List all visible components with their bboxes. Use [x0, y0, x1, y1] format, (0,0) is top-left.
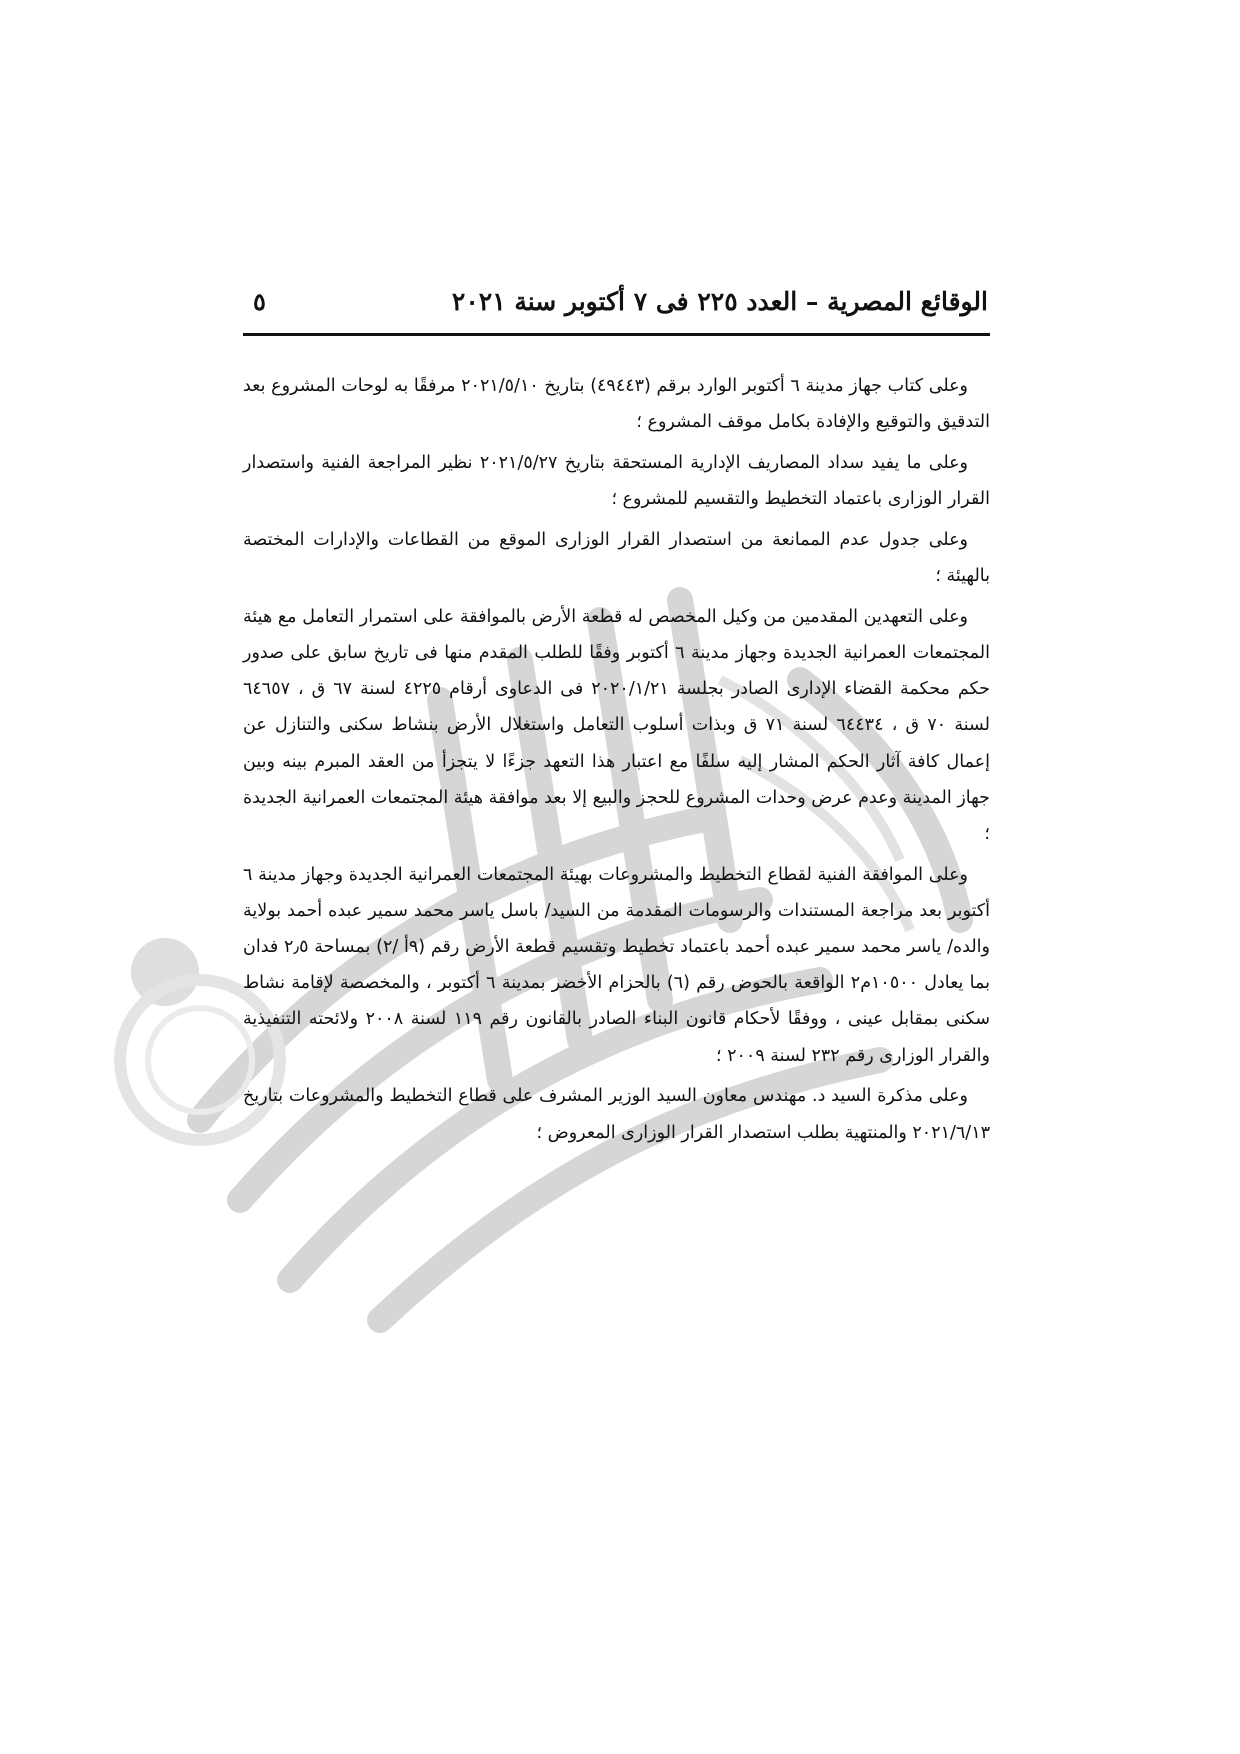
paragraph: وعلى التعهدين المقدمين من وكيل المخصص له قطعة الأرض بالموافقة على استمرار التعامل مع هيئة المجتمعات العمرانية الجديدة وجهاز مدينة ٦ أكتوبر وفقًا للطلب المقدم منها فى تاريخ سابق على صدور حكم محكمة القضاء الإدارى الصادر بجلسة ٢٠٢٠/١/٢١ فى الدعاوى أرقام ٤٢٢٥ لسنة ٦٧ ق ، ٦٤٦٥٧ لسنة ٧٠ ق ، ٦٤٤٣٤ لسنة ٧١ ق وبذات أسلوب التعامل واستغلال الأرض بنشاط سكنى والتنازل عن إعمال كافة آثار الحكم المشار إليه سلفًا مع اعتبار هذا التعهد جزءًا لا يتجزأ من العقد المبرم بينه وبين جهاز المدينة وعدم عرض وحدات المشروع للحجز والبيع إلا بعد موافقة هيئة المجتمعات العمرانية الجديدة ؛: [243, 606, 990, 844]
paragraph: وعلى الموافقة الفنية لقطاع التخطيط والمشروعات بهيئة المجتمعات العمرانية الجديدة وجهاز مدينة ٦ أكتوبر بعد مراجعة المستندات والرسومات المقدمة من السيد/ باسل ياسر محمد سمير عبده أحمد بولاية والده/ ياسر محمد سمير عبده أحمد باعتماد تخطيط وتقسيم قطعة الأرض رقم (٩أ /٢) بمساحة ٢٫٥ فدان بما يعادل ١٠٥٠٠م٢ الواقعة بالحوض رقم (٦) بالحزام الأخضر بمدينة ٦ أكتوبر ، والمخصصة لإقامة نشاط سكنى بمقابل عينى ، ووفقًا لأحكام قانون البناء الصادر بالقانون رقم ١١٩ لسنة ٢٠٠٨ ولائحته التنفيذية والقرار الوزارى رقم ٢٣٢ لسنة ٢٠٠٩ ؛: [243, 864, 990, 1066]
page-number: ٥: [253, 287, 266, 316]
header-rule: [243, 333, 990, 336]
paragraph: وعلى ما يفيد سداد المصاريف الإدارية المستحقة بتاريخ ٢٠٢١/٥/٢٧ نظير المراجعة الفنية واستصدار القرار الوزارى باعتماد التخطيط والتقسيم للمشروع ؛: [243, 452, 990, 510]
document-body: [243, 368, 990, 1151]
page-header: [243, 282, 988, 328]
paragraph: وعلى مذكرة السيد د. مهندس معاون السيد الوزير المشرف على قطاع التخطيط والمشروعات بتاريخ ٢٠٢١/٦/١٣ والمنتهية بطلب استصدار القرار الوزارى المعروض ؛: [243, 1086, 990, 1143]
paragraph: وعلى كتاب جهاز مدينة ٦ أكتوبر الوارد برقم (٤٩٤٤٣) بتاريخ ٢٠٢١/٥/١٠ مرفقًا به لوحات المشروع بعد التدقيق والتوقيع والإفادة بكامل موقف المشروع ؛: [243, 376, 990, 433]
paragraph: وعلى جدول عدم الممانعة من استصدار القرار الوزارى الموقع من القطاعات والإدارات المختصة بالهيئة ؛: [243, 529, 990, 587]
gazette-title: الوقائع المصرية – العدد ٢٢٥ فى ٧ أكتوبر سنة ٢٠٢١: [451, 287, 988, 316]
